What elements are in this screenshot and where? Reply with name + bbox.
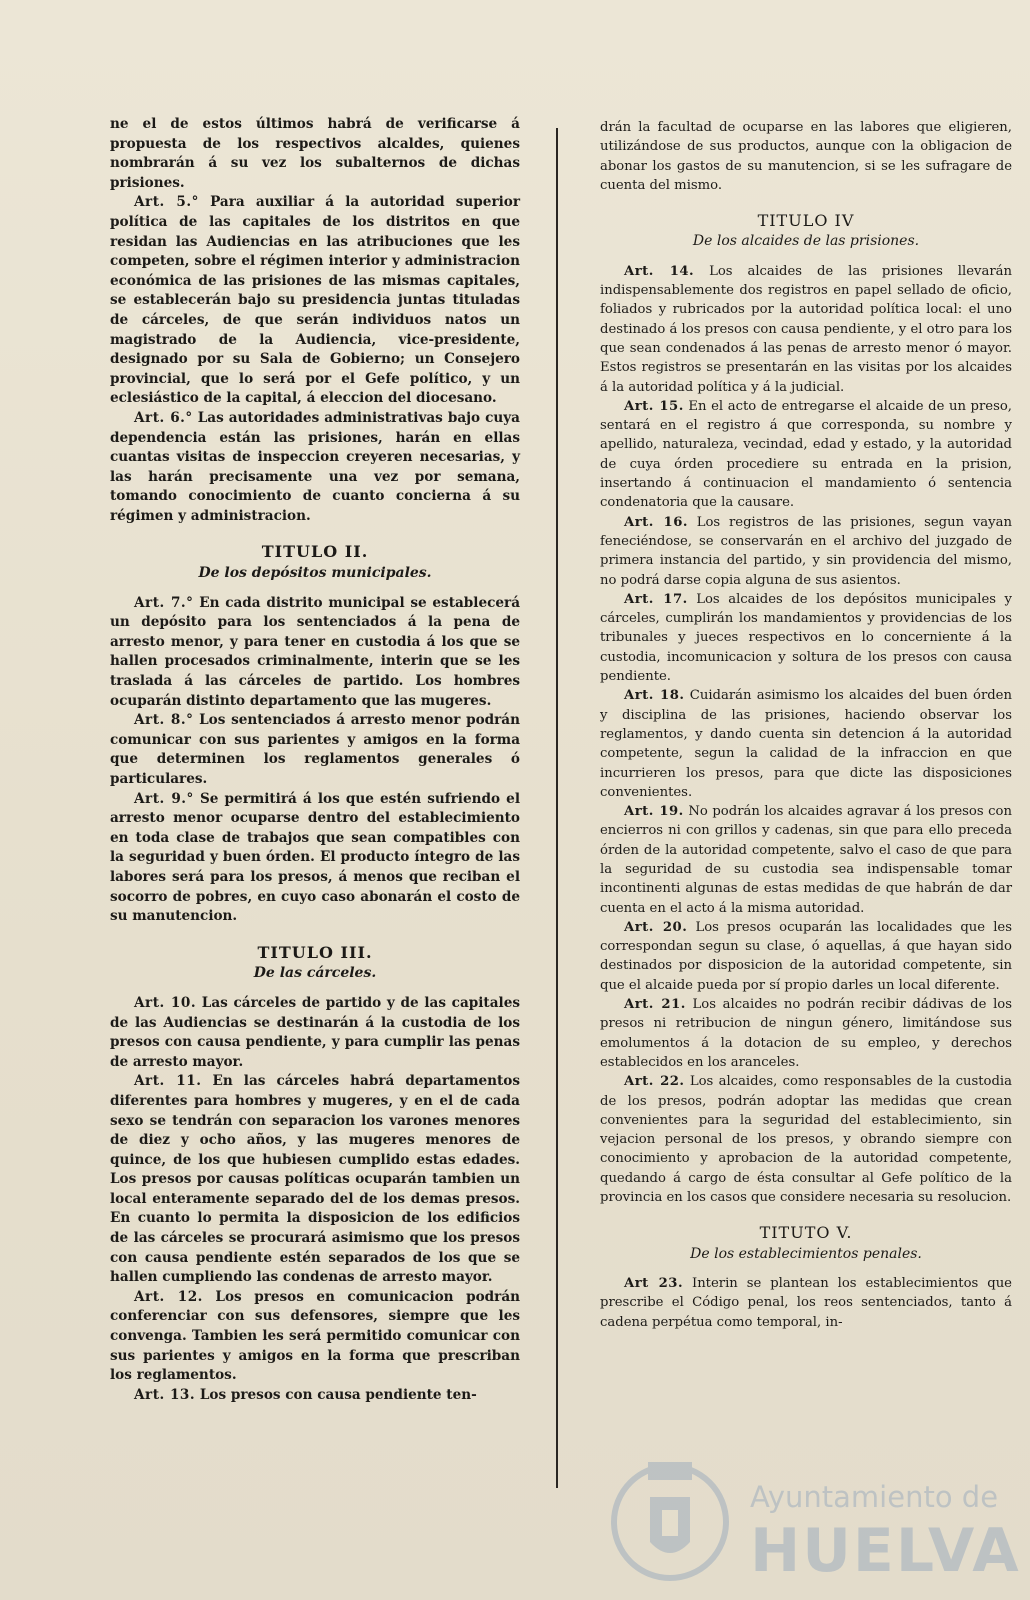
article-text: Las cárceles de partido y de las capitales de las Audiencias se destinarán á la custodia de los presos con causa pendiente, y para cumplir las penas de arresto mayor. bbox=[110, 994, 520, 1070]
article-text: Los presos con causa pendiente ten- bbox=[199, 1386, 477, 1403]
article-number: Art. 20. bbox=[624, 919, 688, 935]
article-number: Art 23. bbox=[624, 1275, 684, 1291]
article-text: Los presos ocuparán las localidades que les correspondan segun su clase, ó aquellas, á que hayan sido destinados por disposicion de la autoridad competente, sin que el alcaide pueda por sí propio darles un local diferente. bbox=[600, 919, 1012, 993]
article-number: Art. 22. bbox=[624, 1074, 685, 1090]
section-subtitle: De los establecimientos penales. bbox=[690, 1245, 922, 1262]
article-18 bbox=[600, 686, 1012, 802]
article-22 bbox=[600, 1072, 1012, 1207]
article-text: Se permitirá á los que estén sufriendo el arresto menor ocuparse dentro del establecimiento en toda clase de trabajos que sean compatibles con la seguridad y buen órden. El producto íntegro de las labores será para los presos, á menos que reciban el socorro de pobres, en cuyo caso abonarán el costo de su manutencion. bbox=[110, 790, 520, 925]
section-title: TITULO IV bbox=[757, 211, 855, 231]
article-number: Art. 10. bbox=[134, 994, 197, 1011]
article-text: No podrán los alcaides agravar á los presos con encierros ni con grillos y cadenas, sin que para ello preceda órden de la autoridad competente, salvo el caso de que para la seguridad de su custodia sea indispensable tomar incontinenti algunas de estas medidas de que habrán de dar cuenta en el acto á la misma autoridad. bbox=[600, 804, 1012, 916]
article-text: Cuidarán asimismo los alcaides del buen órden y disciplina de las prisiones, haciendo observar los reglamentos, y dando cuenta sin detencion á la autoridad competente, segun la calidad de la infraccion en que incurrieren los presos, para que dicte las disposiciones convenientes. bbox=[600, 688, 1012, 800]
article-8 bbox=[110, 711, 520, 789]
section-title: TITUTO V. bbox=[759, 1223, 853, 1243]
article-9 bbox=[110, 790, 520, 927]
article-number: Art. 16. bbox=[624, 514, 688, 530]
paragraph-continued: drán la facultad de ocuparse en las labores que eligieren, utilizándose de sus productos, aunque con la obligacion de abonar los gastos de su manutencion, si se les sufragare de cuenta del mismo. bbox=[600, 120, 1012, 193]
watermark-line-1: Ayuntamiento de bbox=[750, 1480, 999, 1514]
right-column bbox=[600, 118, 1012, 1332]
article-14 bbox=[600, 262, 1012, 397]
article-number: Art. 12. bbox=[134, 1288, 203, 1305]
watermark-line-2: HUELVA bbox=[750, 1516, 1021, 1586]
article-text: Los alcaides no podrán recibir dádivas de los presos ni retribucion de ningun género, limitándose sus emolumentos á la dotacion de su empleo, y derechos establecidos en los aranceles. bbox=[600, 997, 1012, 1070]
left-column bbox=[110, 115, 520, 1405]
article-number: Art. 17. bbox=[624, 591, 688, 607]
article-number: Art. 21. bbox=[624, 997, 686, 1013]
article-text: Los registros de las prisiones, segun vayan feneciéndose, se conservarán en el archivo del juzgado de primera instancia del partido, y sin providencia del mismo, no podrá darse copia alguna de sus asientos. bbox=[600, 514, 1012, 588]
article-13 bbox=[110, 1386, 520, 1406]
article-5 bbox=[110, 193, 520, 409]
article-text: Los alcaides de las prisiones llevarán indispensablemente dos registros en papel sellado de oficio, foliados y rubricados por la autoridad política local: el uno destinado á los presos con causa pendiente, y el otro para los que sean condenados á las penas de arresto menor ó mayor. Estos registros se presentarán en las visitas por los alcaides á la autoridad política y á la judicial. bbox=[600, 263, 1012, 395]
article-23 bbox=[600, 1274, 1012, 1332]
article-number: Art. 15. bbox=[624, 398, 684, 414]
section-subtitle: De las cárceles. bbox=[253, 965, 377, 982]
article-text: Los sentenciados á arresto menor podrán comunicar con sus parientes y amigos en la forma que determinen los reglamentos generales ó particulares. bbox=[110, 712, 520, 787]
article-number: Art. 13. bbox=[134, 1386, 196, 1403]
article-20 bbox=[600, 918, 1012, 995]
column-divider bbox=[556, 128, 558, 1488]
article-number: Art. 6.° bbox=[134, 409, 193, 426]
section-subtitle: De los alcaides de las prisiones. bbox=[692, 233, 920, 250]
article-number: Art. 7.° bbox=[134, 594, 194, 611]
watermark bbox=[610, 1452, 1020, 1592]
article-number: Art. 14. bbox=[624, 263, 695, 279]
article-16 bbox=[600, 513, 1012, 590]
article-text: Las autoridades administrativas bajo cuya dependencia están las prisiones, harán en ellas cuantas visitas de inspeccion creyeren necesarias, y las harán precisamente una vez por semana, tomando conocimiento de cuanto concierna á su régimen y administracion. bbox=[110, 409, 520, 524]
article-text: Los alcaides de los depósitos municipales y cárceles, cumplirán los mandamientos y providencias de los tribunales y jueces respectivos en lo concerniente á la custodia, incomunicacion y soltura de los presos con causa pendiente. bbox=[600, 591, 1012, 685]
article-text: En las cárceles habrá departamentos diferentes para hombres y mugeres, y en el de cada sexo se tendrán con separacion los varones menores de diez y ocho años, y las mugeres menores de quince, de los que hubiesen cumplido estas edades. Los presos por causas políticas ocuparán tambien un local enteramente separado del de los demas presos. En cuanto lo permita la disposicion de los edificios de las cárceles se procurará asimismo que los presos con causa pendiente estén separados de los que se hallen cumpliendo las condenas de arresto mayor. bbox=[110, 1073, 520, 1286]
article-number: Art. 9.° bbox=[134, 790, 194, 807]
city-seal-icon bbox=[610, 1452, 730, 1584]
article-text: Los presos en comunicacion podrán conferenciar con sus defensores, siempre que les convenga. Tambien les será permitido comunicar con sus parientes y amigos en la forma que prescriban los reglamentos. bbox=[110, 1288, 521, 1384]
article-number: Art. 5.° bbox=[134, 194, 199, 211]
article-text: En cada distrito municipal se establecerá un depósito para los sentenciados á la pena de arresto menor, y para tener en custodia á los que se hallen procesados criminalmente, interin que se les traslada á las cárceles de partido. Los hombres ocuparán distinto departamento que las mugeres. bbox=[110, 594, 521, 709]
section-subtitle: De los depósitos municipales. bbox=[198, 565, 432, 582]
article-17 bbox=[600, 590, 1012, 686]
article-number: Art. 19. bbox=[624, 804, 684, 820]
article-19 bbox=[600, 802, 1012, 918]
article-15 bbox=[600, 397, 1012, 513]
paragraph-intro: ne el de estos últimos habrá de verificarse á propuesta de los respectivos alcaldes, quienes nombrarán á su vez los subalternos de dichas prisiones. bbox=[110, 116, 520, 191]
article-6 bbox=[110, 409, 520, 527]
article-text: Interin se plantean los establecimientos que prescribe el Código penal, los reos sentenciados, tanto á cadena perpétua como temporal, in- bbox=[600, 1275, 1012, 1330]
article-12 bbox=[110, 1288, 520, 1386]
article-10 bbox=[110, 994, 520, 1072]
article-number: Art. 18. bbox=[624, 688, 685, 704]
article-text: Para auxiliar á la autoridad superior política de las capitales de los distritos en que residan las Audiencias en las atribuciones que les competen, sobre el régimen interior y administracion económica de las prisiones de las mismas capitales, se establecerán bajo su presidencia juntas tituladas de cárceles, de que serán individuos natos un magistrado de la Audiencia, vice-presidente, designado por su Sala de Gobierno; un Consejero provincial, que lo será por el Gefe político, y un eclesiástico de la capital, á eleccion del diocesano. bbox=[110, 194, 521, 407]
article-number: Art. 11. bbox=[134, 1073, 202, 1090]
article-21 bbox=[600, 995, 1012, 1072]
section-title: TITULO III. bbox=[257, 942, 373, 962]
article-11 bbox=[110, 1072, 520, 1288]
article-text: Los alcaides, como responsables de la custodia de los presos, podrán adoptar las medidas que crean convenientes para la seguridad del establecimiento, sin vejacion personal de los presos, y obrando siempre con conocimiento y aprobacion de la autoridad competente, quedando á cargo de ésta consultar al Gefe político de la provincia en los casos que considere necesaria su resolucion. bbox=[600, 1074, 1012, 1206]
article-7 bbox=[110, 594, 520, 712]
article-text: En el acto de entregarse el alcaide de un preso, sentará en el registro á que corresponda, su nombre y apellido, naturaleza, vecindad, edad y estado, y la autoridad de cuya órden procediere su entrada en la prision, insertando á continuacion el mandamiento ó sentencia condenatoria que la causare. bbox=[600, 398, 1012, 511]
section-title: TITULO II. bbox=[261, 542, 369, 562]
article-number: Art. 8.° bbox=[134, 712, 194, 729]
